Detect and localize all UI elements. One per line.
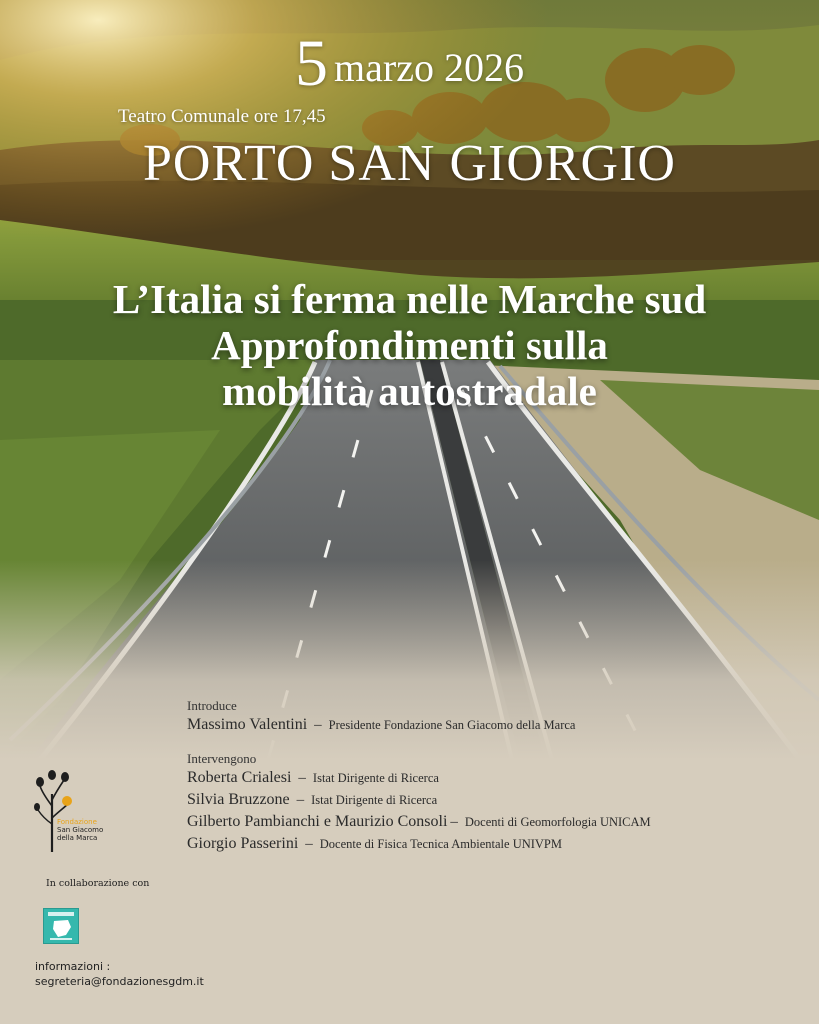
speaker-name: Gilberto Pambianchi e Maurizio Consoli — [187, 813, 448, 830]
separator: – — [314, 717, 322, 733]
speaker-role: Istat Dirigente di Ricerca — [312, 771, 439, 785]
logo-text-3: della Marca — [57, 834, 98, 842]
speakers-label: Intervengono — [187, 751, 257, 766]
logo-text-1: Fondazione — [57, 818, 97, 826]
introduce-label: Introduce — [187, 698, 237, 713]
headline-line-1: L’Italia si ferma nelle Marche sud — [112, 276, 707, 322]
info-email[interactable]: segreteria@fondazionesgdm.it — [35, 975, 204, 988]
event-date — [0, 26, 819, 102]
introducer-role: Presidente Fondazione San Giacomo della Marca — [328, 718, 576, 732]
headline-line-2: Approfondimenti sulla — [211, 322, 608, 368]
separator: – — [296, 792, 305, 808]
city-title: PORTO SAN GIORGIO — [143, 135, 676, 192]
tree-logo-icon — [30, 766, 104, 854]
program-section — [187, 698, 651, 855]
speaker-row — [187, 789, 651, 811]
date-month-year: marzo 2026 — [334, 45, 524, 90]
separator: – — [450, 814, 458, 830]
event-headline — [0, 276, 819, 414]
collaboration-label: In collaborazione con — [46, 878, 150, 889]
speaker-name: Giorgio Passerini — [187, 835, 299, 852]
introducer-row — [187, 714, 651, 736]
speaker-row — [187, 811, 651, 833]
introducer-name: Massimo Valentini — [187, 716, 308, 733]
info-label: informazioni : — [35, 960, 111, 973]
speaker-name: Roberta Crialesi — [187, 769, 292, 786]
map-logo-icon — [43, 908, 79, 944]
headline-line-3: mobilità autostradale — [222, 368, 597, 414]
speaker-role: Docenti di Geomorfologia UNICAM — [464, 815, 651, 829]
speaker-role: Istat Dirigente di Ricerca — [311, 793, 438, 807]
info-contact — [35, 959, 204, 989]
date-day: 5 — [295, 27, 329, 100]
speaker-row — [187, 767, 651, 789]
logo-text-2: San Giacomo — [57, 826, 104, 834]
speaker-row — [187, 833, 651, 855]
separator: – — [305, 836, 313, 852]
speaker-role: Docente di Fisica Tecnica Ambientale UNIVPM — [319, 837, 563, 851]
venue-time: Teatro Comunale ore 17,45 — [118, 106, 326, 127]
speaker-name: Silvia Bruzzone — [187, 791, 290, 808]
separator: – — [298, 770, 306, 786]
